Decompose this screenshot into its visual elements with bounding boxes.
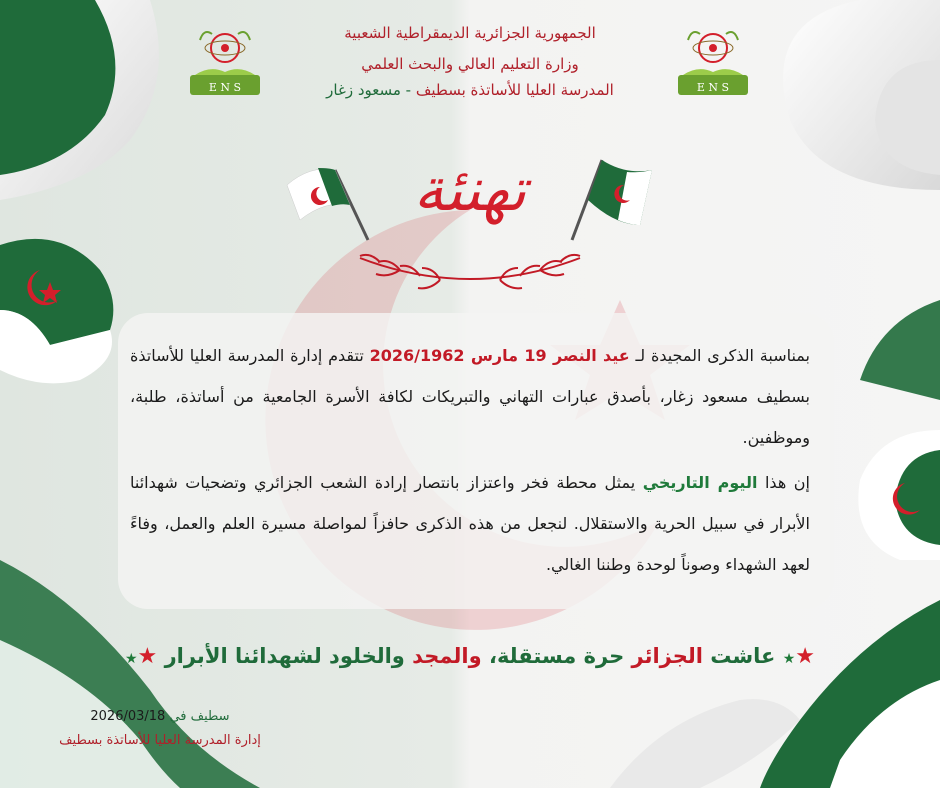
logo-text-right: E N S (696, 81, 730, 94)
p2-intro: إن هذا (757, 473, 810, 492)
slogan-part-5: والخلود لشهدائنا الأبرار (164, 644, 413, 668)
header-ministry: وزارة التعليم العالي والبحث العلمي (361, 55, 579, 73)
slogan-part-1: عاشت (702, 644, 776, 668)
p1-occasion: عيد النصر 19 مارس 2026/1962 (369, 346, 630, 365)
greeting-title: تهنئة (413, 155, 527, 225)
slogan-part-4: والمجد (412, 644, 482, 668)
school-logo-left (180, 20, 270, 110)
slogan-part-2: الجزائر (631, 644, 703, 668)
place-date (40, 706, 280, 728)
school-logo-right (668, 20, 758, 110)
header-republic: الجمهورية الجزائرية الديمقراطية الشعبية (344, 24, 596, 42)
footer-signature: إدارة المدرسة العليا للأساتذة بسطيف (59, 733, 261, 748)
header-school-name: المدرسة العليا للأساتذة بسطيف (415, 81, 614, 99)
header-school (300, 81, 640, 99)
footer-place: سطيف في (165, 709, 230, 724)
message-paragraph-2 (130, 462, 810, 585)
p2-highlight: اليوم التاريخي (642, 473, 758, 492)
footer (40, 706, 280, 754)
p2-body: يمثل محطة فخر واعتزاز بانتصار إرادة الشعب الجزائري وتضحيات شهدائنا الأبرار في سبيل الحرية والاستقلال. لنجعل من هذه الذكرى حافزاً لمواصلة مسيرة العلم والعمل، وفاءً لعهد الشهداء وصوناً لوحدة وطننا الغالي. (130, 473, 810, 574)
slogan (120, 636, 820, 676)
slogan-part-3: حرة مستقلة، (481, 644, 632, 668)
footer-date: 2026/03/18 (90, 709, 166, 724)
message-paragraph-1 (130, 335, 810, 458)
header-school-honoree: - مسعود زغار (326, 81, 416, 99)
star-icon: ★ (795, 644, 816, 669)
star-icon: ★ (124, 651, 138, 667)
star-icon: ★ (782, 651, 796, 667)
p1-intro: بمناسبة الذكرى المجيدة لـ (629, 346, 811, 365)
star-icon: ★ (137, 644, 158, 669)
logo-text-left: E N S (208, 81, 242, 94)
p1-body: تتقدم إدارة المدرسة العليا للأساتذة بسطيف مسعود زغار، بأصدق عبارات التهاني والتبريكات لكافة الأسرة الجامعية من أساتذة، طلبة، وموظفين. (130, 346, 810, 447)
